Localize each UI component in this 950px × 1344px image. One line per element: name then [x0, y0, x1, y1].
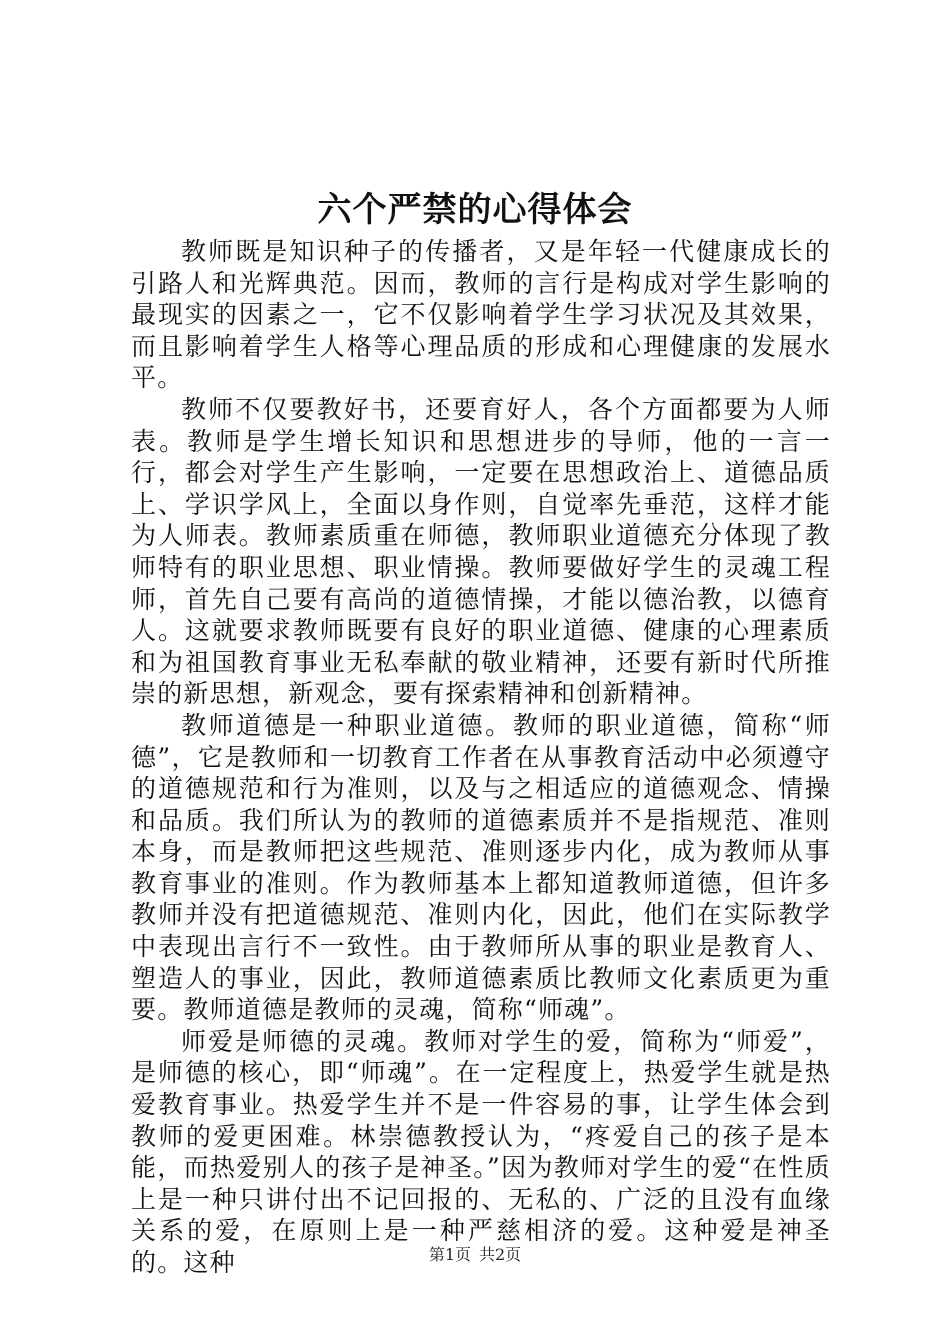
paragraph-4: 师爱是师德的灵魂。教师对学生的爱，简称为“师爱”，是师德的核心，即“师魂”。在一定程度上，热爱学生就是热爱教育事业。热爱学生并不是一件容易的事，让学生体会到教师的爱更困难。林崇德教授认为，“疼爱自己的孩子是本能，而热爱别人的孩子是神圣。”因为教师对学生的爱“在性质上是一种只讲付出不记回报的、无私的、广泛的且没有血缘关系的爱，在原则上是一种严慈相济的爱。这种爱是神圣的。这种 [131, 1026, 831, 1277]
paragraph-2: 教师不仅要教好书，还要育好人，各个方面都要为人师表。教师是学生增长知识和思想进步的导师，他的一言一行，都会对学生产生影响，一定要在思想政治上、道德品质上、学识学风上，全面以身作则，自觉率先垂范，这样才能为人师表。教师素质重在师德，教师职业道德充分体现了教师特有的职业思想、职业情操。教师要做好学生的灵魂工程师，首先自己要有高尚的道德情操，才能以德治教，以德育人。这就要求教师既要有良好的职业道德、健康的心理素质和为祖国教育事业无私奉献的敬业精神，还要有新时代所推崇的新思想，新观念，要有探索精神和创新精神。 [131, 394, 831, 709]
page-total: 共2页 [479, 1245, 522, 1264]
page-number: 第1页 [428, 1245, 471, 1264]
paragraph-1: 教师既是知识种子的传播者，又是年轻一代健康成长的引路人和光辉典范。因而，教师的言行是构成对学生影响的最现实的因素之一，它不仅影响着学生学习状况及其效果，而且影响着学生人格等心理品质的形成和心理健康的发展水平。 [131, 237, 831, 393]
document-body [131, 236, 831, 1279]
paragraph-3: 教师道德是一种职业道德。教师的职业道德，简称“师德”，它是教师和一切教育工作者在从事教育活动中必须遵守的道德规范和行为准则，以及与之相适应的道德观念、情操和品质。我们所认为的教师的道德素质并不是指规范、准则本身，而是教师把这些规范、准则逐步内化，成为教师从事教育事业的准则。作为教师基本上都知道教师道德，但许多教师并没有把道德规范、准则内化，因此，他们在实际教学中表现出言行不一致性。由于教师所从事的职业是教育人、塑造人的事业，因此，教师道德素质比教师文化素质更为重要。教师道德是教师的灵魂，简称“师魂”。 [131, 710, 831, 1025]
page-footer [0, 1244, 950, 1266]
document-title: 六个严禁的心得体会 [317, 190, 633, 230]
